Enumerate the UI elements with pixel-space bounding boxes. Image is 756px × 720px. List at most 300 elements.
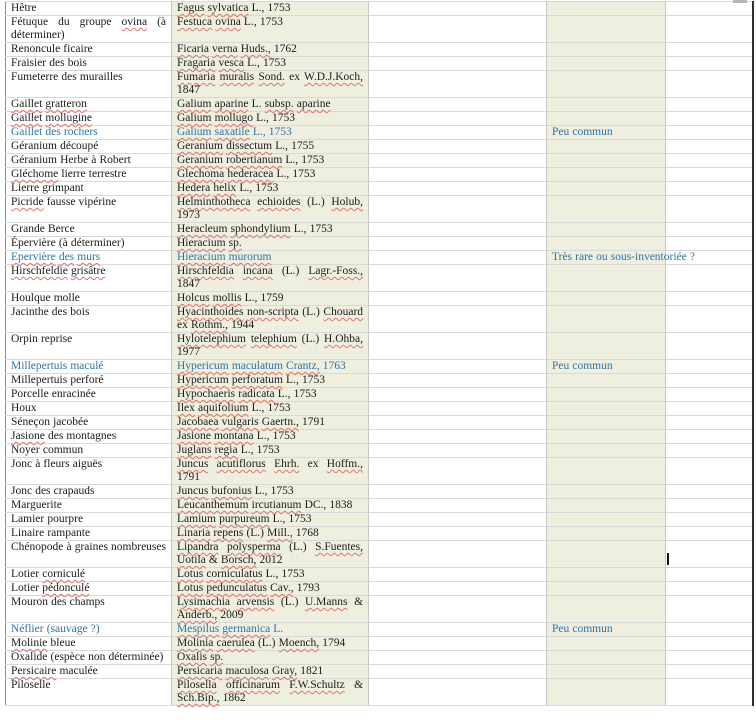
common-name-cell[interactable] xyxy=(6,168,172,182)
scientific-name-cell[interactable] xyxy=(172,665,369,679)
empty-cell[interactable] xyxy=(666,637,753,651)
scientific-name-cell[interactable] xyxy=(172,430,369,444)
common-name-cell[interactable] xyxy=(6,182,172,196)
empty-cell[interactable] xyxy=(369,665,547,679)
scientific-name-cell[interactable] xyxy=(172,182,369,196)
note-cell[interactable] xyxy=(547,402,666,416)
common-name-cell[interactable] xyxy=(6,237,172,251)
word: Hypericum xyxy=(177,360,229,372)
scientific-name-link-cell[interactable] xyxy=(172,360,369,374)
common-name-link-cell[interactable] xyxy=(6,623,172,637)
word: Ficaria xyxy=(177,43,209,55)
empty-cell[interactable] xyxy=(666,292,753,306)
scientific-name-cell[interactable] xyxy=(172,374,369,388)
note-cell[interactable] xyxy=(547,251,695,265)
word: L., xyxy=(276,168,290,180)
word: 1753 xyxy=(270,485,294,497)
empty-cell[interactable] xyxy=(666,388,753,402)
word: Fumeterre xyxy=(11,71,59,83)
common-name-cell[interactable] xyxy=(6,112,172,126)
word: Mespilus xyxy=(177,623,220,635)
empty-cell[interactable] xyxy=(369,265,547,292)
empty-cell[interactable] xyxy=(369,16,547,43)
word: Hieracium xyxy=(177,237,226,249)
common-name-link-cell[interactable] xyxy=(6,251,172,265)
word: 1753 xyxy=(309,223,333,235)
word: reprise xyxy=(40,333,73,345)
scrollbar-fragment[interactable] xyxy=(733,0,747,3)
word: 1753 xyxy=(301,154,325,166)
note-cell[interactable] xyxy=(547,112,666,126)
note-cell[interactable] xyxy=(547,541,666,568)
common-name-cell[interactable] xyxy=(6,541,172,568)
note-cell[interactable] xyxy=(547,57,666,71)
common-name-cell[interactable] xyxy=(6,416,172,430)
note-cell[interactable] xyxy=(547,374,666,388)
scientific-name-cell[interactable] xyxy=(172,154,369,168)
common-name-cell[interactable] xyxy=(6,596,172,623)
common-name-cell[interactable] xyxy=(6,196,172,223)
scientific-name-cell[interactable] xyxy=(172,458,369,485)
empty-cell[interactable] xyxy=(369,541,547,568)
empty-cell[interactable] xyxy=(369,112,547,126)
word: (L.) xyxy=(289,541,307,553)
word: 1753 xyxy=(272,430,296,442)
word: incana xyxy=(242,265,273,277)
scientific-name-cell[interactable] xyxy=(172,513,369,527)
empty-cell[interactable] xyxy=(666,623,753,637)
word: Molinia xyxy=(177,637,214,649)
scientific-name-link-cell[interactable] xyxy=(172,623,369,637)
word: Sond. xyxy=(258,71,285,83)
note-cell[interactable] xyxy=(547,16,666,43)
empty-cell[interactable] xyxy=(369,499,547,513)
word: officinarum xyxy=(225,679,280,691)
empty-cell[interactable] xyxy=(666,140,753,154)
empty-cell[interactable] xyxy=(666,485,753,499)
table-row xyxy=(6,154,753,168)
word: Hypericum xyxy=(177,374,229,386)
common-name-cell[interactable] xyxy=(6,637,172,651)
empty-cell[interactable] xyxy=(369,623,547,637)
empty-cell[interactable] xyxy=(369,154,547,168)
scientific-name-cell[interactable] xyxy=(172,71,369,98)
empty-cell[interactable] xyxy=(369,71,547,98)
note-cell[interactable] xyxy=(547,265,666,292)
empty-cell[interactable] xyxy=(369,360,547,374)
word: Pilosella xyxy=(177,679,217,691)
word: ficaire xyxy=(63,43,93,55)
common-name-cell[interactable] xyxy=(6,140,172,154)
word: molle xyxy=(53,292,80,304)
empty-cell[interactable] xyxy=(666,98,753,112)
empty-cell[interactable] xyxy=(369,430,547,444)
empty-cell[interactable] xyxy=(666,499,753,513)
word: non-scripta xyxy=(247,306,299,318)
common-name-cell[interactable] xyxy=(6,513,172,527)
empty-cell[interactable] xyxy=(666,43,753,57)
common-name-cell[interactable] xyxy=(6,2,172,16)
word: Gaillet xyxy=(11,112,43,124)
empty-cell[interactable] xyxy=(369,126,547,140)
common-name-cell[interactable] xyxy=(6,306,172,333)
scientific-name-cell[interactable] xyxy=(172,637,369,651)
scientific-name-cell[interactable] xyxy=(172,43,369,57)
word: 1753 xyxy=(268,126,292,138)
empty-cell[interactable] xyxy=(666,402,753,416)
common-name-link-cell[interactable] xyxy=(6,126,172,140)
word: & xyxy=(354,679,364,691)
word: Néflier xyxy=(11,623,44,635)
scientific-name-cell[interactable] xyxy=(172,541,369,568)
empty-cell[interactable] xyxy=(666,665,753,679)
common-name-cell[interactable] xyxy=(6,444,172,458)
word: germanica xyxy=(222,623,271,635)
note-cell[interactable] xyxy=(547,168,666,182)
empty-cell[interactable] xyxy=(666,196,753,223)
empty-cell[interactable] xyxy=(666,16,753,43)
common-name-cell[interactable] xyxy=(6,388,172,402)
scientific-name-cell[interactable] xyxy=(172,98,369,112)
scientific-name-cell[interactable] xyxy=(172,651,369,665)
common-name-cell[interactable] xyxy=(6,154,172,168)
empty-cell[interactable] xyxy=(666,71,753,98)
empty-cell[interactable] xyxy=(666,416,753,430)
word: F.W.Schultz xyxy=(289,679,345,691)
empty-cell[interactable] xyxy=(666,265,753,292)
common-name-cell[interactable] xyxy=(6,582,172,596)
word: Gaertn., xyxy=(261,416,299,428)
scientific-name-cell[interactable] xyxy=(172,237,369,251)
empty-cell[interactable] xyxy=(666,237,753,251)
common-name-cell[interactable] xyxy=(6,374,172,388)
note-cell[interactable] xyxy=(547,527,666,541)
word: des xyxy=(35,485,51,497)
empty-cell[interactable] xyxy=(369,306,547,333)
word: hederacea xyxy=(227,168,274,180)
note-cell[interactable] xyxy=(547,292,666,306)
note-cell[interactable] xyxy=(547,679,666,706)
word: aiguës xyxy=(72,458,103,470)
empty-cell[interactable] xyxy=(666,126,753,140)
common-name-cell[interactable] xyxy=(6,43,172,57)
word: pedunculatus xyxy=(206,582,267,594)
empty-cell[interactable] xyxy=(666,444,753,458)
empty-cell[interactable] xyxy=(369,43,547,57)
common-name-cell[interactable] xyxy=(6,665,172,679)
scientific-name-cell[interactable] xyxy=(172,499,369,513)
scientific-name-cell[interactable] xyxy=(172,112,369,126)
scientific-name-cell[interactable] xyxy=(172,57,369,71)
table-row xyxy=(6,16,753,43)
empty-cell[interactable] xyxy=(666,57,753,71)
note-cell[interactable] xyxy=(547,444,666,458)
word: maculosa xyxy=(225,665,269,677)
table-row xyxy=(6,333,753,360)
word: commun xyxy=(42,444,84,456)
word: 1973 xyxy=(177,209,200,221)
empty-cell[interactable] xyxy=(369,237,547,251)
abundance-note: Peu commun xyxy=(552,126,613,138)
empty-cell[interactable] xyxy=(666,154,753,168)
empty-cell[interactable] xyxy=(369,568,547,582)
table-row xyxy=(6,265,753,292)
common-name-cell[interactable] xyxy=(6,527,172,541)
word: des xyxy=(45,126,61,138)
common-name-cell[interactable] xyxy=(6,402,172,416)
word: Jacinthe xyxy=(11,306,49,318)
common-name-cell[interactable] xyxy=(6,98,172,112)
note-cell[interactable] xyxy=(547,637,666,651)
scientific-name-cell[interactable] xyxy=(172,596,369,623)
scientific-name-cell[interactable] xyxy=(172,333,369,360)
empty-cell[interactable] xyxy=(369,57,547,71)
empty-cell[interactable] xyxy=(369,292,547,306)
empty-cell[interactable] xyxy=(666,374,753,388)
empty-cell[interactable] xyxy=(369,513,547,527)
abundance-note: Peu commun xyxy=(552,623,613,635)
empty-cell[interactable] xyxy=(369,485,547,499)
note-cell[interactable] xyxy=(547,196,666,223)
scientific-name-cell[interactable] xyxy=(172,140,369,154)
word: Hirschfeldie xyxy=(11,265,68,277)
word: Huds., xyxy=(240,43,271,55)
empty-cell[interactable] xyxy=(369,527,547,541)
word: Crantz, xyxy=(286,360,320,372)
scientific-name-cell[interactable] xyxy=(172,168,369,182)
note-cell[interactable] xyxy=(547,126,666,140)
word: 1755 xyxy=(291,140,315,152)
note-cell[interactable] xyxy=(547,43,666,57)
scientific-name-cell[interactable] xyxy=(172,679,369,706)
scientific-name-cell[interactable] xyxy=(172,292,369,306)
word: bois xyxy=(67,57,87,69)
empty-cell[interactable] xyxy=(666,168,753,182)
note-cell[interactable] xyxy=(547,596,666,623)
word: Marguerite xyxy=(11,499,62,511)
note-cell[interactable] xyxy=(547,485,666,499)
scientific-name-cell[interactable] xyxy=(172,416,369,430)
word: Geranium xyxy=(177,154,223,166)
word: 1791 xyxy=(177,471,200,483)
word: vipérine xyxy=(78,196,117,208)
word: perforatum xyxy=(231,374,283,386)
word: Geranium xyxy=(177,140,223,152)
note-cell[interactable] xyxy=(547,430,666,444)
word: 1821 xyxy=(300,665,324,677)
note-cell[interactable] xyxy=(547,458,666,485)
word: L., xyxy=(252,126,266,138)
word: (L.) xyxy=(246,527,264,539)
common-name-cell[interactable] xyxy=(6,430,172,444)
empty-cell[interactable] xyxy=(666,527,753,541)
empty-cell[interactable] xyxy=(369,444,547,458)
note-cell[interactable] xyxy=(547,513,666,527)
common-name-cell[interactable] xyxy=(6,679,172,706)
common-name-cell[interactable] xyxy=(6,485,172,499)
scientific-name-cell[interactable] xyxy=(172,527,369,541)
scientific-name-cell[interactable] xyxy=(172,16,369,43)
note-cell[interactable] xyxy=(547,416,666,430)
word: vesca xyxy=(218,57,244,69)
empty-cell[interactable] xyxy=(666,223,753,237)
empty-cell[interactable] xyxy=(369,651,547,665)
word: sp. xyxy=(228,237,242,249)
note-cell[interactable] xyxy=(547,223,666,237)
word: Lierre xyxy=(11,182,40,194)
scientific-name-link-cell[interactable] xyxy=(172,126,369,140)
note-cell[interactable] xyxy=(547,71,666,98)
word: 1753 xyxy=(292,168,316,180)
table-row xyxy=(6,360,753,374)
note-cell[interactable] xyxy=(547,623,666,637)
empty-cell[interactable] xyxy=(666,306,753,333)
word: champs xyxy=(69,596,105,608)
word: Oxalis xyxy=(177,651,208,663)
empty-cell[interactable] xyxy=(666,360,753,374)
note-cell[interactable] xyxy=(547,360,666,374)
note-cell[interactable] xyxy=(547,98,666,112)
note-cell[interactable] xyxy=(547,2,666,16)
scientific-name-link-cell[interactable] xyxy=(172,251,369,265)
common-name-link-cell[interactable] xyxy=(6,360,172,374)
note-cell[interactable] xyxy=(547,568,666,582)
note-cell[interactable] xyxy=(547,140,666,154)
empty-cell[interactable] xyxy=(666,651,753,665)
common-name-cell[interactable] xyxy=(6,292,172,306)
word: 1753 xyxy=(301,374,325,386)
word: Linaria xyxy=(177,527,211,539)
empty-cell[interactable] xyxy=(666,513,753,527)
empty-cell[interactable] xyxy=(369,140,547,154)
common-name-cell[interactable] xyxy=(6,333,172,360)
scientific-name-cell[interactable] xyxy=(172,485,369,499)
scientific-name-cell[interactable] xyxy=(172,444,369,458)
empty-cell[interactable] xyxy=(666,112,753,126)
empty-cell[interactable] xyxy=(369,98,547,112)
common-name-cell[interactable] xyxy=(6,458,172,485)
empty-cell[interactable] xyxy=(369,679,547,706)
scientific-name-cell[interactable] xyxy=(172,2,369,16)
scientific-name-cell[interactable] xyxy=(172,388,369,402)
empty-cell[interactable] xyxy=(369,2,547,16)
empty-cell[interactable] xyxy=(666,582,753,596)
empty-cell[interactable] xyxy=(666,2,753,16)
note-cell[interactable] xyxy=(547,651,666,665)
empty-cell[interactable] xyxy=(666,430,753,444)
word: Épervière xyxy=(11,237,56,249)
word: 1838 xyxy=(329,499,353,511)
word: des xyxy=(47,430,64,442)
word: à xyxy=(35,458,41,470)
empty-cell[interactable] xyxy=(369,251,547,265)
note-cell[interactable] xyxy=(547,154,666,168)
note-cell[interactable] xyxy=(547,499,666,513)
common-name-cell[interactable] xyxy=(6,499,172,513)
empty-cell[interactable] xyxy=(369,182,547,196)
empty-cell[interactable] xyxy=(666,679,753,706)
note-cell[interactable] xyxy=(547,237,666,251)
word: Robert xyxy=(99,154,131,166)
word: vulgaris xyxy=(221,416,259,428)
abundance-note: Peu commun xyxy=(552,360,613,372)
scientific-name-cell[interactable] xyxy=(172,265,369,292)
empty-cell[interactable] xyxy=(666,596,753,623)
empty-cell[interactable] xyxy=(369,416,547,430)
empty-cell[interactable] xyxy=(666,541,753,568)
note-cell[interactable] xyxy=(547,333,666,360)
common-name-cell[interactable] xyxy=(6,223,172,237)
word: 1753 xyxy=(281,568,305,580)
word: verna xyxy=(212,43,238,55)
word: ex xyxy=(177,319,188,331)
scientific-name-cell[interactable] xyxy=(172,223,369,237)
empty-cell[interactable] xyxy=(369,196,547,223)
note-cell[interactable] xyxy=(547,182,666,196)
common-name-cell[interactable] xyxy=(6,16,172,43)
word: Cav., xyxy=(270,582,294,594)
empty-cell[interactable] xyxy=(369,333,547,360)
table-row xyxy=(6,458,753,485)
word: L., xyxy=(293,223,307,235)
word: 1753 xyxy=(271,112,295,124)
scientific-name-cell[interactable] xyxy=(172,306,369,333)
word: maculée xyxy=(59,665,98,677)
empty-cell[interactable] xyxy=(369,402,547,416)
common-name-cell[interactable] xyxy=(6,57,172,71)
empty-cell[interactable] xyxy=(666,182,753,196)
common-name-cell[interactable] xyxy=(6,265,172,292)
scientific-name-cell[interactable] xyxy=(172,196,369,223)
word: Oxalide xyxy=(11,651,48,663)
scientific-name-cell[interactable] xyxy=(172,568,369,582)
note-cell[interactable] xyxy=(547,582,666,596)
table-row xyxy=(6,196,753,223)
common-name-cell[interactable] xyxy=(6,71,172,98)
empty-cell[interactable] xyxy=(369,168,547,182)
word: sphondylium xyxy=(230,223,291,235)
word: Lipandra xyxy=(177,541,219,553)
empty-cell[interactable] xyxy=(369,388,547,402)
word: Epervière xyxy=(11,251,56,263)
empty-cell[interactable] xyxy=(666,458,753,485)
empty-cell[interactable] xyxy=(369,458,547,485)
empty-cell[interactable] xyxy=(369,374,547,388)
word: Piloselle xyxy=(11,679,51,691)
note-cell[interactable] xyxy=(547,665,666,679)
table-row xyxy=(6,623,753,637)
word: Jasione xyxy=(177,430,211,442)
word: Géranium xyxy=(11,140,57,152)
empty-cell[interactable] xyxy=(369,582,547,596)
common-name-cell[interactable] xyxy=(6,568,172,582)
word: 1977 xyxy=(177,346,200,358)
text-cursor xyxy=(667,553,669,565)
empty-cell[interactable] xyxy=(369,223,547,237)
empty-cell[interactable] xyxy=(666,333,753,360)
scientific-name-cell[interactable] xyxy=(172,582,369,596)
common-name-cell[interactable] xyxy=(6,651,172,665)
scientific-name-cell[interactable] xyxy=(172,402,369,416)
table-row xyxy=(6,679,753,706)
empty-cell[interactable] xyxy=(666,568,753,582)
word: L., xyxy=(277,388,291,400)
word: Lamium xyxy=(177,513,216,525)
empty-cell[interactable] xyxy=(369,637,547,651)
note-cell[interactable] xyxy=(547,306,666,333)
note-cell[interactable] xyxy=(547,388,666,402)
empty-cell[interactable] xyxy=(369,596,547,623)
